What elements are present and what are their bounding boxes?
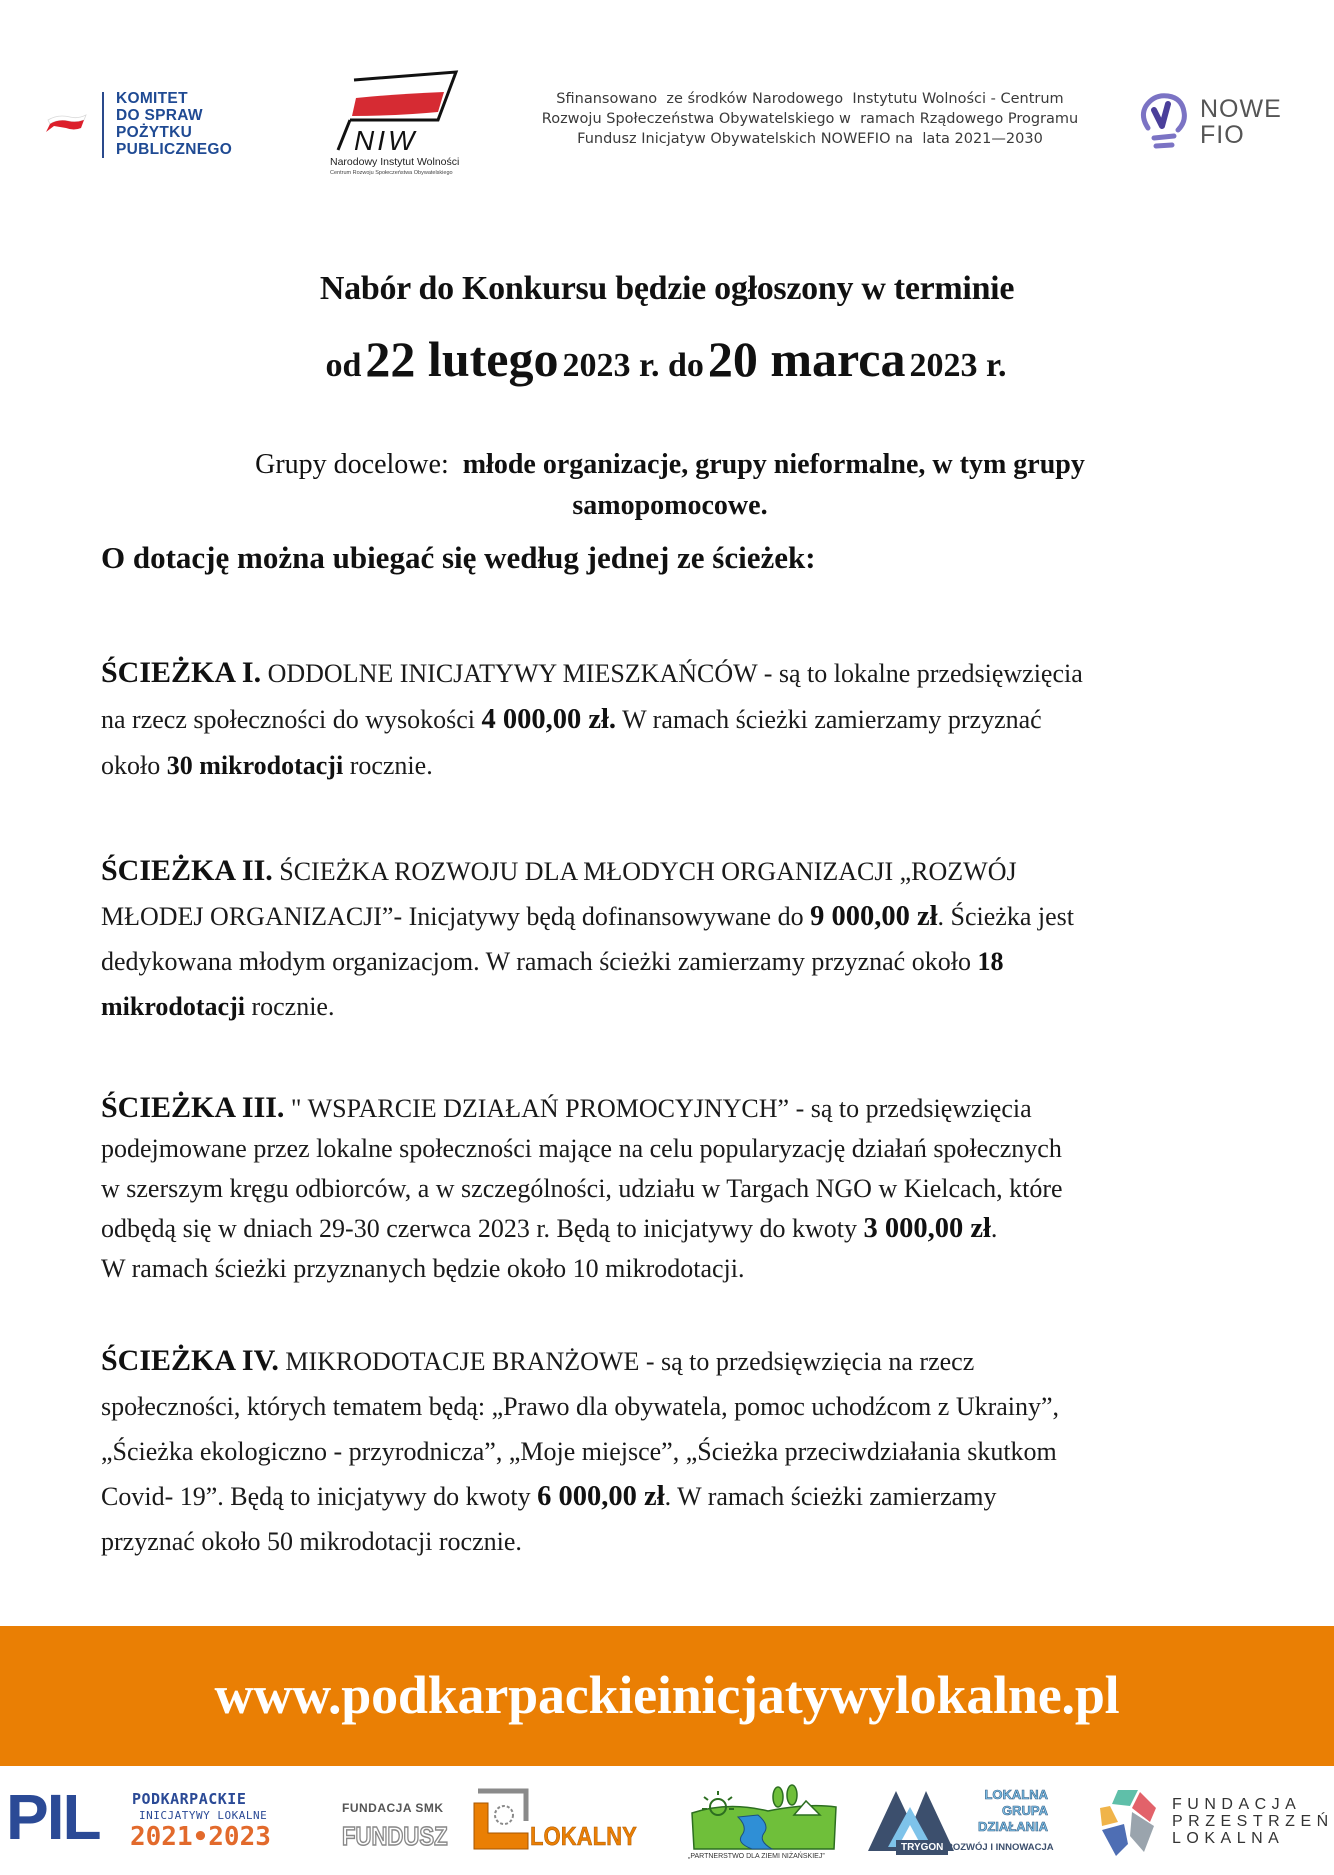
fundusz-lokalny-logo: FUNDACJA SMK FUNDUSZ LOKALNY	[340, 1785, 650, 1855]
nowefio-logo-text: NOWE FIO	[1200, 95, 1282, 149]
divider	[102, 92, 104, 158]
website-band	[0, 1626, 1334, 1766]
polish-flag-icon	[44, 112, 88, 136]
path-heading: ŚCIEŻKA III.	[101, 1091, 285, 1124]
partnerstwo-logo: „PARTNERSTWO DLA ZIEMI NIŻAŃSKIEJ”	[688, 1783, 838, 1863]
path-count: 30 mikrodotacji	[166, 751, 344, 780]
path-heading: ŚCIEŻKA I.	[101, 656, 262, 689]
fundacja-przestrzen-lokalna-logo: FUNDACJA PRZESTRZEŃ LOKALNA	[1096, 1786, 1334, 1856]
svg-text:NIW: NIW	[354, 125, 418, 156]
path-4: ŚCIEŻKA IV. MIKRODOTACJE BRANŻOWE - są to przedsięwzięcia na rzecz społeczności, których tematem będą: „Prawo dla obywatela, pomoc uchodźcom z Ukrainy”, „Ścieżka ekologiczno - przyrodnicza”, „Moje miejsce”, „Ścieżka przeciwdziałania skutkom Covid- 19”. Będą to inicjatywy do kwoty 6 000,00 zł. W ramach ścieżki zamierzamy przyznać około 50 mikrodotacji rocznie.	[101, 1344, 1060, 1556]
nowefio-logo	[1140, 92, 1290, 154]
funding-note: Sfinansowano ze środków Narodowego Instytutu Wolności - Centrum Rozwoju Społeczeństwa Obywatelskiego w ramach Rządowego Programu Fundusz Inicjatyw Obywatelskich NOWEFIO na lata 2021—2030	[541, 91, 1079, 147]
target-groups-label: Grupy docelowe:	[255, 449, 449, 480]
target-groups: Grupy docelowe: młode organizacje, grupy nieformalne, w tym grupy samopomocowe.	[255, 449, 1085, 521]
kdspp-logo	[44, 90, 254, 160]
path-2: ŚCIEŻKA II. ŚCIEŻKA ROZWOJU DLA MŁODYCH ORGANIZACJI „ROZWÓJ MŁODEJ ORGANIZACJI”- Inicjatywy będą dofinansowywane do 9 000,00 zł. Ścieżka jest dedykowana młodym organizacjom. W ramach ścieżki zamierzamy przyznać około 18 mikrodotacji rocznie.	[101, 854, 1074, 1021]
path-amount: 3 000,00 zł	[863, 1213, 991, 1244]
intro-heading: O dotację można ubiegać się według jednej ze ścieżek:	[101, 540, 816, 575]
path-amount: 4 000,00 zł.	[481, 704, 617, 735]
niw-logo: NIW Narodowy Instytut Wolności Centrum Rozwoju Społeczeństwa Obywatelskiego	[326, 68, 476, 180]
end-date: 20 marca	[707, 331, 906, 387]
kdspp-logo-text: KOMITET DO SPRAW POŻYTKU PUBLICZNEGO	[116, 90, 233, 158]
path-heading: ŚCIEŻKA II.	[101, 854, 273, 887]
pil-logo: PIL PODKARPACKIE INICJATYWY LOKALNE 2021•2023	[6, 1781, 271, 1853]
niw-flag-icon	[326, 68, 476, 156]
path-amount: 6 000,00 zł	[537, 1481, 665, 1512]
path-amount: 9 000,00 zł	[810, 901, 938, 932]
announcement-title: Nabór do Konkursu będzie ogłoszony w terminie	[319, 270, 1015, 307]
target-groups-value: młode organizacje, grupy nieformalne, w tym grupy	[462, 449, 1085, 480]
start-date: 22 lutego	[365, 331, 559, 387]
announcement-dates: od 22 lutego 2023 r. do 20 marca 2023 r.	[325, 331, 1007, 387]
trygon-logo: LOKALNA GRUPA DZIAŁANIA TRYGON ROZWÓJ I INNOWACJA	[866, 1785, 1056, 1855]
landscape-icon	[688, 1783, 838, 1853]
hexagon-icon	[1096, 1786, 1160, 1858]
fundusz-lokalny-icon	[470, 1785, 530, 1855]
path-3: ŚCIEŻKA III. " WSPARCIE DZIAŁAŃ PROMOCYJNYCH” - są to przedsięwzięcia podejmowane przez lokalne społeczności mające na celu popularyzację działań społecznych w szerszym kręgu odbiorców, a w szczególności, udziału w Targach NGO w Kielcach, które odbędą się w dniach 29-30 czerwca 2023 r. Będą to inicjatywy do kwoty 3 000,00 zł. W ramach ścieżki przyznanych będzie około 10 mikrodotacji.	[101, 1091, 1063, 1283]
path-1: ŚCIEŻKA I. ODDOLNE INICJATYWY MIESZKAŃCÓW - są to lokalne przedsięwzięcia na rzecz społeczności do wysokości 4 000,00 zł. W ramach ścieżki zamierzamy przyznać około 30 mikrodotacji rocznie.	[101, 656, 1083, 780]
path-heading: ŚCIEŻKA IV.	[101, 1344, 279, 1377]
lightbulb-icon	[1140, 92, 1190, 154]
website-link[interactable]: www.podkarpackieinicjatywylokalne.pl	[214, 1665, 1120, 1725]
path-count: 18	[977, 947, 1004, 976]
